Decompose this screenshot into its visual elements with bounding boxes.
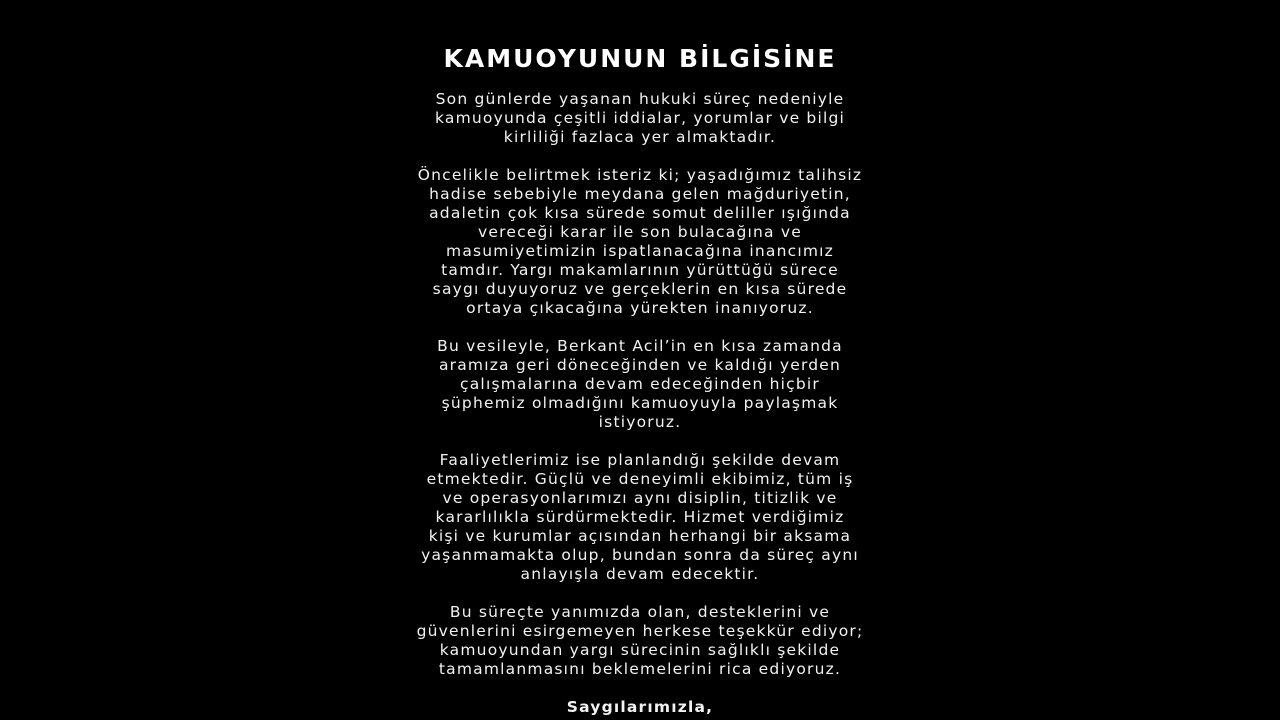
text-line: Faaliyetlerimiz ise planlandığı şekilde devam [439, 451, 841, 469]
document-title: KAMUOYUNUN BİLGİSİNE [443, 44, 837, 73]
text-line: saygı duyuyoruz ve gerçeklerin en kısa sürede [432, 280, 848, 298]
text-line: vereceği karar ile son bulacağına ve [478, 223, 802, 241]
text-line: ortaya çıkacağına yürekten inanıyoruz. [466, 299, 814, 317]
paragraph-1 [390, 90, 890, 147]
text-line: kamuoyundan yargı sürecinin sağlıklı şekilde [439, 641, 841, 659]
paragraph-4 [390, 451, 890, 584]
text-line: şüphemiz olmadığını kamuoyuyla paylaşmak [441, 394, 839, 412]
text-line: anlayışla devam edecektir. [520, 565, 760, 583]
text-line: hadise sebebiyle meydana gelen mağduriyetin, [429, 185, 851, 203]
text-line: ve operasyonlarımızı aynı disiplin, titizlik ve [442, 489, 838, 507]
closing-signoff: Saygılarımızla, [566, 698, 714, 716]
text-line: Son günlerde yaşanan hukuki süreç nedeniyle [435, 90, 845, 108]
text-line: tamdır. Yargı makamlarının yürüttüğü sürece [441, 261, 839, 279]
text-line: masumiyetimizin ispatlanacağına inancımız [446, 242, 834, 260]
text-line: istiyoruz. [598, 413, 682, 431]
text-line: tamamlanmasını beklemelerini rica ediyoruz. [438, 660, 842, 678]
text-line: Bu vesileyle, Berkant Acil’in en kısa zamanda [437, 337, 843, 355]
text-line: Bu süreçte yanımızda olan, desteklerini ve [449, 603, 831, 621]
text-line: etmektedir. Güçlü ve deneyimli ekibimiz, tüm iş [426, 470, 854, 488]
text-line: kişi ve kurumlar açısından herhangi bir aksama [428, 527, 852, 545]
text-line: adaletin çok kısa sürede somut deliller ışığında [429, 204, 851, 222]
text-line: yaşanmamakta olup, bundan sonra da süreç aynı [421, 546, 859, 564]
text-line: kamuoyunda çeşitli iddialar, yorumlar ve bilgi [434, 109, 846, 127]
text-line: kararlılıkla sürdürmektedir. Hizmet verdiğimiz [435, 508, 845, 526]
text-line: güvenlerini esirgemeyen herkese teşekkür ediyor; [416, 622, 864, 640]
text-line: kirliliği fazlaca yer almaktadır. [503, 128, 777, 146]
document-body [390, 90, 890, 717]
paragraph-5 [390, 603, 890, 679]
text-line: çalışmalarına devam edeceğinden hiçbir [460, 375, 820, 393]
paragraph-2 [390, 166, 890, 318]
paragraph-3 [390, 337, 890, 432]
text-line: Öncelikle belirtmek isteriz ki; yaşadığımız talihsiz [417, 166, 863, 184]
text-line: aramıza geri döneceğinden ve kaldığı yerden [438, 356, 842, 374]
